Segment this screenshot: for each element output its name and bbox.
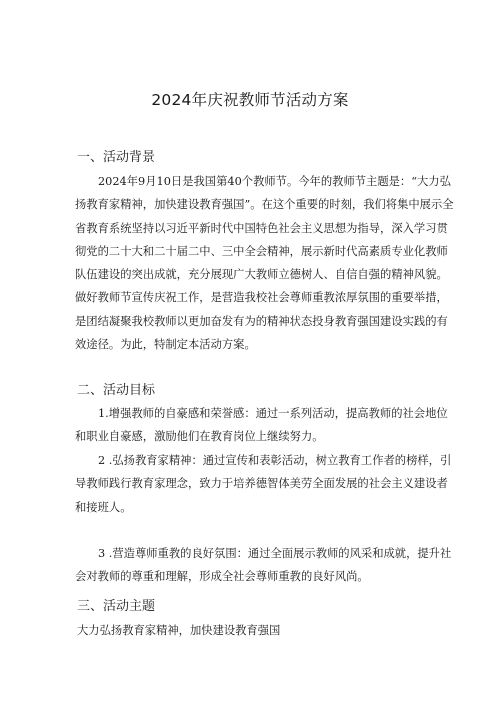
goal-paragraph-1: 1.增强教师的自豪感和荣誉感：通过一系列活动，提高教师的社会地位和职业自豪感，激励他们在教育岗位上继续努力。 (75, 407, 448, 444)
background-paragraph: 2024年9月10日是我国第40个教师节。今年的教师节主题是：“大力弘扬教育家精神，加快建设教育强国”。在这个重要的时刻，我们将集中展示全省教育系统坚持以习近平新时代中国特色社会主义思想为指导，深入学习贯彻党的二十大和二十届二中、三中全会精神，展示新时代高素质专业化教师队伍建设的突出成就，充分展现广大教师立德树人、自信自强的精神风貌。做好教师节宣传庆祝工作，是营造我校社会尊师重教浓厚氛围的重要举措，是团结凝聚我校教师以更加奋发有为的精神状态投身教育强国建设实践的有效途径。为此，特制定本活动方案。 (75, 175, 454, 352)
section-heading-goals: 二、活动目标 (77, 383, 156, 398)
section-heading-background: 一、活动背景 (77, 150, 156, 165)
goal-paragraph-2: 2 .弘扬教育家精神：通过宣传和表彰活动，树立教育工作者的榜样，引导教师践行教育家理念，致力于培养德智体美劳全面发展的社会主义建设者和接班人。 (75, 454, 452, 514)
section-heading-theme: 三、活动主题 (77, 599, 156, 614)
goal-paragraph-3: 3 .营造尊师重教的良好氛围：通过全面展示教师的风采和成就，提升社会对教师的尊重和理解，形成全社会尊师重教的良好风尚。 (75, 547, 452, 584)
document-title: 2024年庆祝教师节活动方案 (151, 91, 349, 109)
theme-text: 大力弘扬教育家精神，加快建设教育强国 (77, 624, 281, 637)
